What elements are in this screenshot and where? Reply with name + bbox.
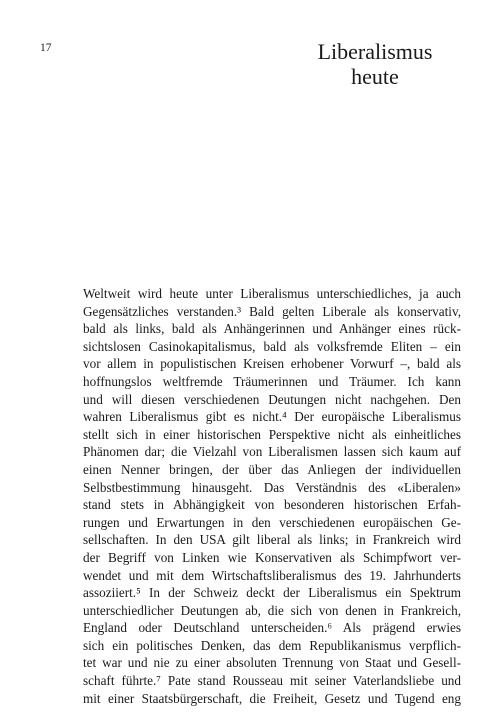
text-line: wendet und mit dem Wirtschaftsliberalismus des 19. Jahrhunderts — [83, 567, 461, 583]
body-paragraph — [83, 285, 461, 707]
text-line: sellschaften. In den USA gilt liberal als links; in Frankreich wird — [83, 532, 461, 548]
text-line: sich ein politisches Denken, das dem Republikanismus verpflich- — [83, 637, 461, 653]
text-line: Phänomen dar; die Vielzahl von Liberalismen lassen sich kaum auf — [83, 444, 461, 460]
text-line: einen Nenner bringen, der über das Anliegen der individuellen — [83, 461, 461, 477]
text-line: Gegensätzliches verstanden.³ Bald gelten Liberale als konservativ, — [83, 303, 461, 319]
text-line: rungen und Erwartungen in den verschiedenen europäischen Ge- — [83, 514, 461, 530]
text-line: sichtslosen Casinokapitalismus, bald als volksfremde Eliten – ein — [83, 338, 461, 354]
chapter-title — [290, 39, 460, 89]
text-line: unterschiedlicher Deutungen ab, die sich von denen in Frankreich, — [83, 602, 461, 618]
page-number: 17 — [40, 42, 52, 54]
text-line: mit einer Staatsbürgerschaft, die Freiheit, Gesetz und Tugend eng — [83, 690, 461, 706]
text-line: Selbstbestimmung hinausgeht. Das Verständnis des «Liberalen» — [83, 479, 461, 495]
text-line: und will diesen verschiedenen Deutungen nicht nachgehen. Den — [83, 391, 461, 407]
text-line: tet war und nie zu einer absoluten Trennung von Staat und Gesell- — [83, 655, 461, 671]
text-line: vor allem in populistischen Kreisen erhobener Vorwurf –, bald als — [83, 356, 461, 372]
text-line: schaft führte.⁷ Pate stand Rousseau mit seiner Vaterlandsliebe und — [83, 673, 461, 689]
text-line: der Begriff von Linken wie Konservativen als Schimpfwort ver- — [83, 549, 461, 565]
text-line: stellt sich in einer historischen Perspektive nicht als einheitliches — [83, 426, 461, 442]
chapter-title-line-2: heute — [351, 64, 399, 89]
text-line: stand stets in Abhängigkeit von besonderen historischen Erfah- — [83, 497, 461, 513]
text-line: bald als links, bald als Anhängerinnen und Anhänger eines rück- — [83, 321, 461, 337]
text-line: England oder Deutschland unterscheiden.⁶ Als prägend erwies — [83, 620, 461, 636]
text-line: wahren Liberalismus gibt es nicht.⁴ Der europäische Liberalismus — [83, 409, 461, 425]
text-line: hoffnungslos weltfremde Träumerinnen und Träumer. Ich kann — [83, 373, 461, 389]
text-line: Weltweit wird heute unter Liberalismus unterschiedliches, ja auch — [83, 286, 461, 301]
text-line: assoziiert.⁵ In der Schweiz deckt der Liberalismus ein Spektrum — [83, 585, 461, 601]
chapter-title-line-1: Liberalismus — [317, 39, 433, 64]
